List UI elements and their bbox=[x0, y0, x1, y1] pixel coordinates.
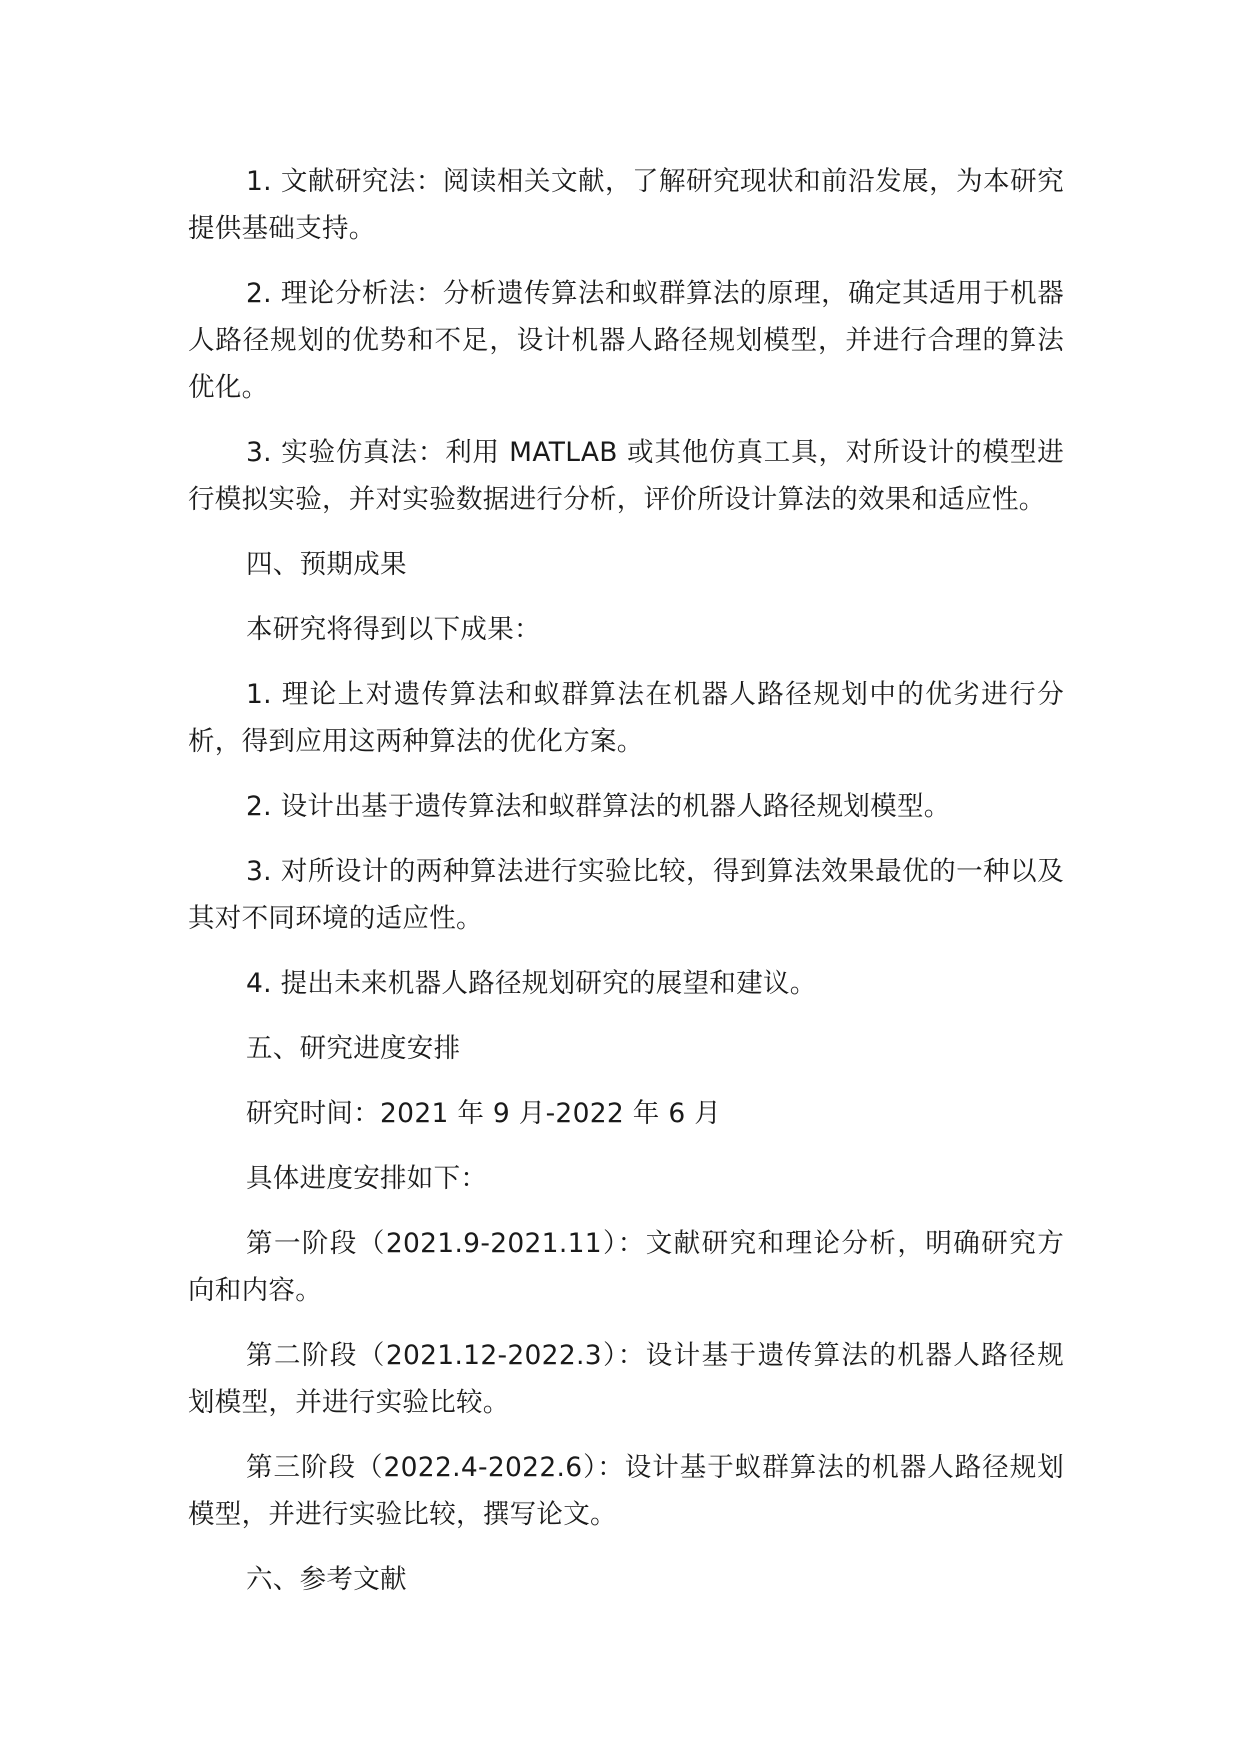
paragraph-method-literature: 1. 文献研究法：阅读相关文献，了解研究现状和前沿发展，为本研究提供基础支持。 bbox=[188, 166, 1064, 244]
paragraph-schedule-intro: 具体进度安排如下： bbox=[246, 1163, 488, 1194]
paragraph-result-1: 1. 理论上对遗传算法和蚁群算法在机器人路径规划中的优劣进行分析，得到应用这两种算法的优化方案。 bbox=[188, 679, 1064, 757]
paragraph-result-3: 3. 对所设计的两种算法进行实验比较，得到算法效果最优的一种以及其对不同环境的适应性。 bbox=[188, 856, 1064, 934]
paragraph-stage-3: 第三阶段（2022.4-2022.6）：设计基于蚁群算法的机器人路径规划模型，并进行实验比较，撰写论文。 bbox=[188, 1452, 1064, 1530]
section-heading-expected-results: 四、预期成果 bbox=[246, 549, 407, 580]
paragraph-results-intro: 本研究将得到以下成果： bbox=[246, 614, 541, 645]
paragraph-result-4: 4. 提出未来机器人路径规划研究的展望和建议。 bbox=[246, 968, 817, 999]
section-heading-references: 六、参考文献 bbox=[246, 1564, 407, 1595]
paragraph-stage-1: 第一阶段（2021.9-2021.11）：文献研究和理论分析，明确研究方向和内容。 bbox=[188, 1228, 1064, 1306]
paragraph-schedule-period: 研究时间：2021 年 9 月-2022 年 6 月 bbox=[246, 1098, 722, 1129]
paragraph-method-theory: 2. 理论分析法：分析遗传算法和蚁群算法的原理，确定其适用于机器人路径规划的优势和不足，设计机器人路径规划模型，并进行合理的算法优化。 bbox=[188, 278, 1064, 403]
paragraph-method-simulation: 3. 实验仿真法：利用 MATLAB 或其他仿真工具，对所设计的模型进行模拟实验，并对实验数据进行分析，评价所设计算法的效果和适应性。 bbox=[188, 437, 1064, 515]
section-heading-schedule: 五、研究进度安排 bbox=[246, 1033, 461, 1064]
document-body bbox=[188, 158, 1064, 1621]
paragraph-stage-2: 第二阶段（2021.12-2022.3）：设计基于遗传算法的机器人路径规划模型，并进行实验比较。 bbox=[188, 1340, 1064, 1418]
paragraph-result-2: 2. 设计出基于遗传算法和蚁群算法的机器人路径规划模型。 bbox=[246, 791, 951, 822]
